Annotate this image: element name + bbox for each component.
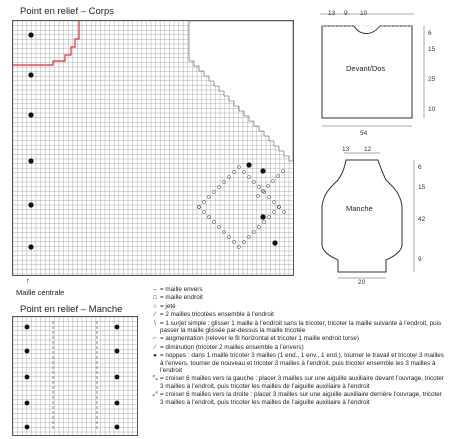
bobble-mark <box>25 401 30 406</box>
yarn-over-mark <box>267 215 270 218</box>
legend-item: ⤢ = croiser 6 mailles vers la droite : placer 3 mailles sur une aiguille auxiliaire derrière l’ouvrage, tricoter 3 mailles à l’endroit, puis tricoter les mailles de l’aiguille auxiliaire à l’endroit <box>150 391 446 406</box>
yarn-over-mark <box>252 230 255 233</box>
bobble-mark <box>115 349 120 354</box>
yarn-over-mark <box>207 215 210 218</box>
front-back-label: Devant/Dos <box>346 64 386 73</box>
armhole-line <box>13 21 79 65</box>
fb-width-bottom: 54 <box>360 130 368 137</box>
body-chart-grid <box>12 20 294 276</box>
bobble-mark <box>25 349 30 354</box>
yarn-over-mark <box>202 200 205 203</box>
center-stitch-arrow-icon: ↑ <box>26 276 30 285</box>
bobble-mark <box>272 240 277 245</box>
yarn-over-mark <box>262 220 265 223</box>
sleeve-schematic <box>316 146 446 288</box>
stitch-legend <box>150 286 446 407</box>
bobble-mark <box>28 72 33 77</box>
yarn-over-symbol-icon: ○ <box>153 302 157 310</box>
bobble-mark <box>25 325 30 330</box>
front-back-outline <box>300 6 446 144</box>
yarn-over-mark <box>257 185 260 188</box>
cable-right-symbol-icon: ⤢ <box>152 391 158 399</box>
sleeve-label: Manche <box>346 204 373 213</box>
body-chart-title: Point en relief – Corps <box>20 6 114 17</box>
bobble-mark <box>260 214 265 219</box>
bobble-mark <box>246 162 251 167</box>
fb-height-4: 10 <box>428 106 436 113</box>
sleeve-height-1: 6 <box>418 164 422 171</box>
yarn-over-mark <box>281 169 284 172</box>
legend-item: ⤡ = croiser 6 mailles vers la gauche : placer 3 mailles sur une aiguille auxiliaire devant l’ouvrage, tricoter 3 mailles à l’endroit, puis tricoter les mailles de l’aiguille auxiliaire à l’endroit <box>150 375 446 390</box>
knit-symbol-icon: □ <box>153 294 157 302</box>
yarn-over-mark <box>197 205 200 208</box>
bobble-mark <box>25 425 30 430</box>
sleeve-width-2: 12 <box>364 146 372 153</box>
front-back-schematic <box>300 6 446 144</box>
yarn-over-mark <box>212 220 215 223</box>
ssk-symbol-icon: \ <box>154 319 156 327</box>
sleeve-height-4: 9 <box>418 256 422 263</box>
bobble-mark <box>28 202 33 207</box>
bobble-mark <box>115 375 120 380</box>
sleeve-height-3: 42 <box>418 216 426 223</box>
yarn-over-mark <box>212 190 215 193</box>
yarn-over-mark <box>222 230 225 233</box>
fb-height-2: 15 <box>428 46 436 53</box>
sleeve-width-bottom: 20 <box>358 279 366 286</box>
sleeve-width-1: 13 <box>342 146 350 153</box>
yarn-over-mark <box>282 210 285 213</box>
yarn-over-mark <box>266 184 269 187</box>
bobble-symbol-icon: ● <box>153 352 157 360</box>
legend-item: ∕ = diminution (tricoter 2 mailles ensemble à l’envers) <box>150 344 446 351</box>
sleeve-outline <box>316 146 446 288</box>
legend-item: ∕ = 2 mailles tricotées ensemble à l’endroit <box>150 311 446 318</box>
center-stitch-label: Maille centrale <box>16 288 65 297</box>
sleeve-chart-title: Point en relief – Manche <box>20 304 123 315</box>
fb-width-shoulder: 13 <box>328 10 336 17</box>
legend-item: ⌐ = augmentation (relever le fil horizontal et tricoter 1 maille endroit torse) <box>150 335 446 342</box>
body-chart-svg <box>13 21 293 275</box>
k2tog-symbol-icon: ∕ <box>154 311 156 319</box>
fb-width-neck: 9 <box>344 10 348 17</box>
bobble-mark <box>260 168 265 173</box>
bobble-mark <box>28 112 33 117</box>
fb-width-shoulder-right: 10 <box>360 10 368 17</box>
cable-left-symbol-icon: ⤡ <box>152 375 158 383</box>
bobble-mark <box>115 325 120 330</box>
sleeve-chart-svg <box>13 317 137 435</box>
yarn-over-mark <box>202 210 205 213</box>
legend-item: □ = maille endroit <box>150 294 446 301</box>
p2tog-symbol-icon: ∕ <box>154 343 156 351</box>
sleeve-chart-grid <box>12 316 138 436</box>
legend-item: \ = 1 surjet simple : glisser 1 maille à l’endroit sans la tricoter, tricoter la maille suivante à l’endroit, puis passer la maille glissée par-dessus la maille tricotée <box>150 320 446 335</box>
yarn-over-mark <box>247 175 250 178</box>
bobble-mark <box>28 158 33 163</box>
raglan-shaping <box>189 21 293 161</box>
bobble-mark <box>115 425 120 430</box>
legend-item: – = maille envers <box>150 286 446 293</box>
purl-symbol-icon: – <box>153 286 157 293</box>
legend-item: ● = noppes : dans 1 maille tricoter 3 mailles (1 end., 1 env., 1 end.), tourner le travail et tricoter 3 mailles à l’envers, tourner de nouveau et tricoter 3 mailles à l’endroit, puis tricoter ensemble les 3 mailles à l’endroit <box>150 352 446 374</box>
bobble-mark <box>25 375 30 380</box>
increase-symbol-icon: ⌐ <box>153 335 157 343</box>
bobble-mark <box>115 401 120 406</box>
yarn-over-mark <box>237 245 240 248</box>
legend-item: ○ = jeté <box>150 303 446 310</box>
yarn-over-mark <box>277 205 280 208</box>
sleeve-height-2: 15 <box>418 184 426 191</box>
fb-height-3: 25 <box>428 76 436 83</box>
bobble-mark <box>28 244 33 249</box>
yarn-over-mark <box>276 174 279 177</box>
bobble-mark <box>28 32 33 37</box>
fb-height-1: 6 <box>428 30 432 37</box>
